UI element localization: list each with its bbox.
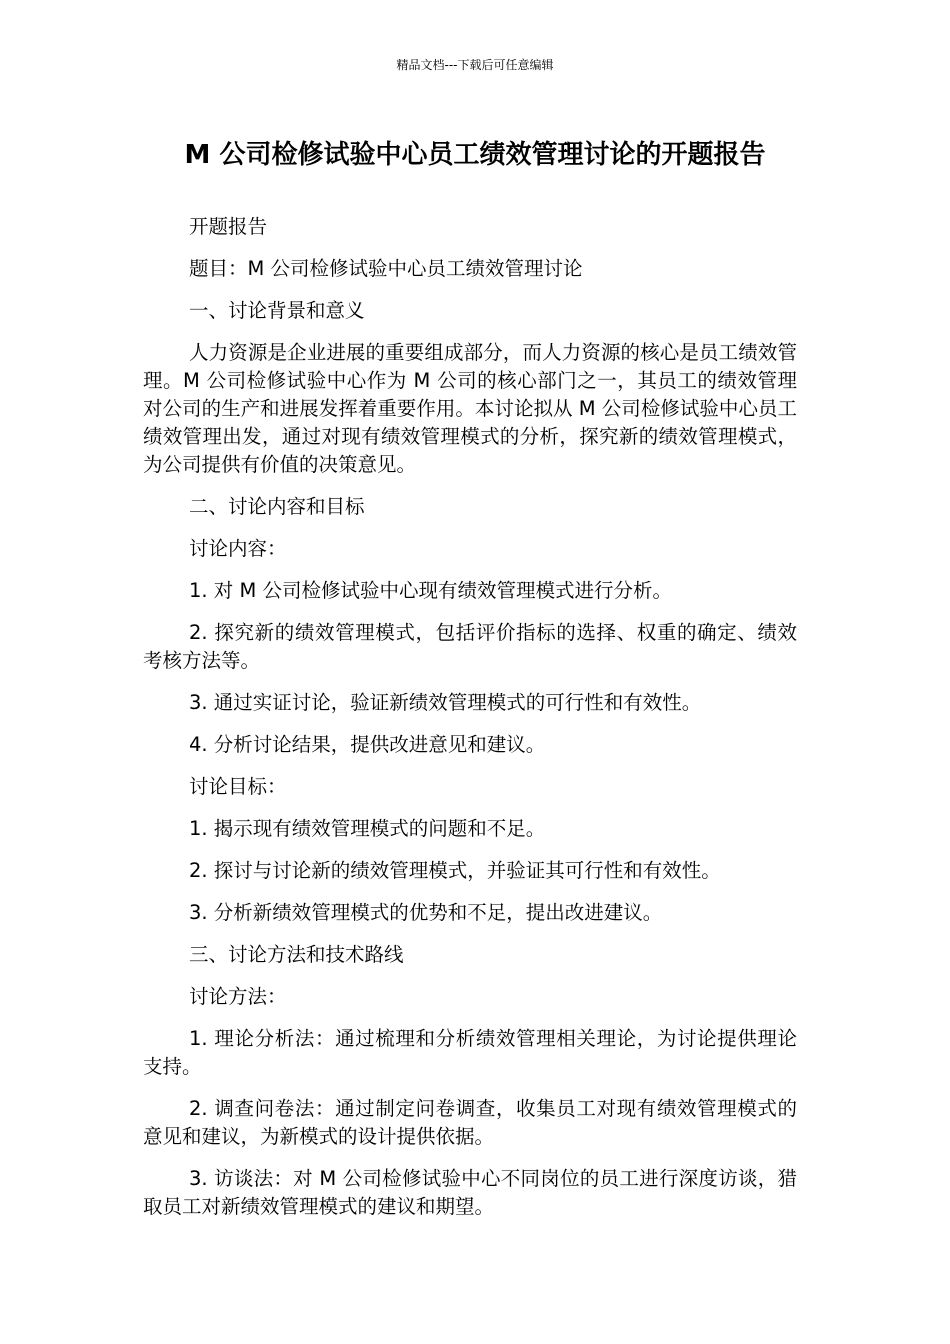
method-item-1: 1. 理论分析法：通过梳理和分析绩效管理相关理论，为讨论提供理论支持。	[143, 1027, 797, 1078]
background-paragraph: 人力资源是企业进展的重要组成部分，而人力资源的核心是员工绩效管理。M 公司检修试验中心作为 M 公司的核心部门之一，其员工的绩效管理对公司的生产和进展发挥着重要作用。本讨论拟从 M 公司检修试验中心员工绩效管理出发，通过对现有绩效管理模式的分析，探究新的绩效管理模式，为公司提供有价值的决策意见。	[143, 341, 797, 476]
label-report: 开题报告	[189, 215, 268, 238]
method-item-2: 2. 调查问卷法：通过制定问卷调查，收集员工对现有绩效管理模式的意见和建议，为新模式的设计提供依据。	[143, 1097, 797, 1148]
method-item-3: 3. 访谈法：对 M 公司检修试验中心不同岗位的员工进行深度访谈，猎取员工对新绩效管理模式的建议和期望。	[143, 1167, 797, 1218]
section-heading-3: 三、讨论方法和技术路线	[189, 943, 404, 966]
goal-item-1: 1. 揭示现有绩效管理模式的问题和不足。	[189, 817, 546, 840]
section-heading-1: 一、讨论背景和意义	[189, 299, 365, 322]
content-item-1: 1. 对 M 公司检修试验中心现有绩效管理模式进行分析。	[189, 579, 673, 602]
page-header: 精品文档---下载后可任意编辑	[396, 58, 554, 72]
document-title: M 公司检修试验中心员工绩效管理讨论的开题报告	[184, 140, 766, 170]
goal-item-3: 3. 分析新绩效管理模式的优势和不足，提出改进建议。	[189, 901, 663, 924]
content-item-2: 2. 探究新的绩效管理模式，包括评价指标的选择、权重的确定、绩效考核方法等。	[143, 621, 797, 672]
goal-label: 讨论目标：	[189, 775, 287, 798]
section-heading-2: 二、讨论内容和目标	[189, 495, 365, 518]
content-item-4: 4. 分析讨论结果，提供改进意见和建议。	[189, 733, 546, 756]
topic-line: 题目：M 公司检修试验中心员工绩效管理讨论	[189, 257, 583, 280]
method-label: 讨论方法：	[189, 985, 287, 1008]
content-item-3: 3. 通过实证讨论，验证新绩效管理模式的可行性和有效性。	[189, 691, 702, 714]
document-body	[143, 213, 797, 1235]
goal-item-2: 2. 探讨与讨论新的绩效管理模式，并验证其可行性和有效性。	[189, 859, 721, 882]
content-label: 讨论内容：	[189, 537, 287, 560]
